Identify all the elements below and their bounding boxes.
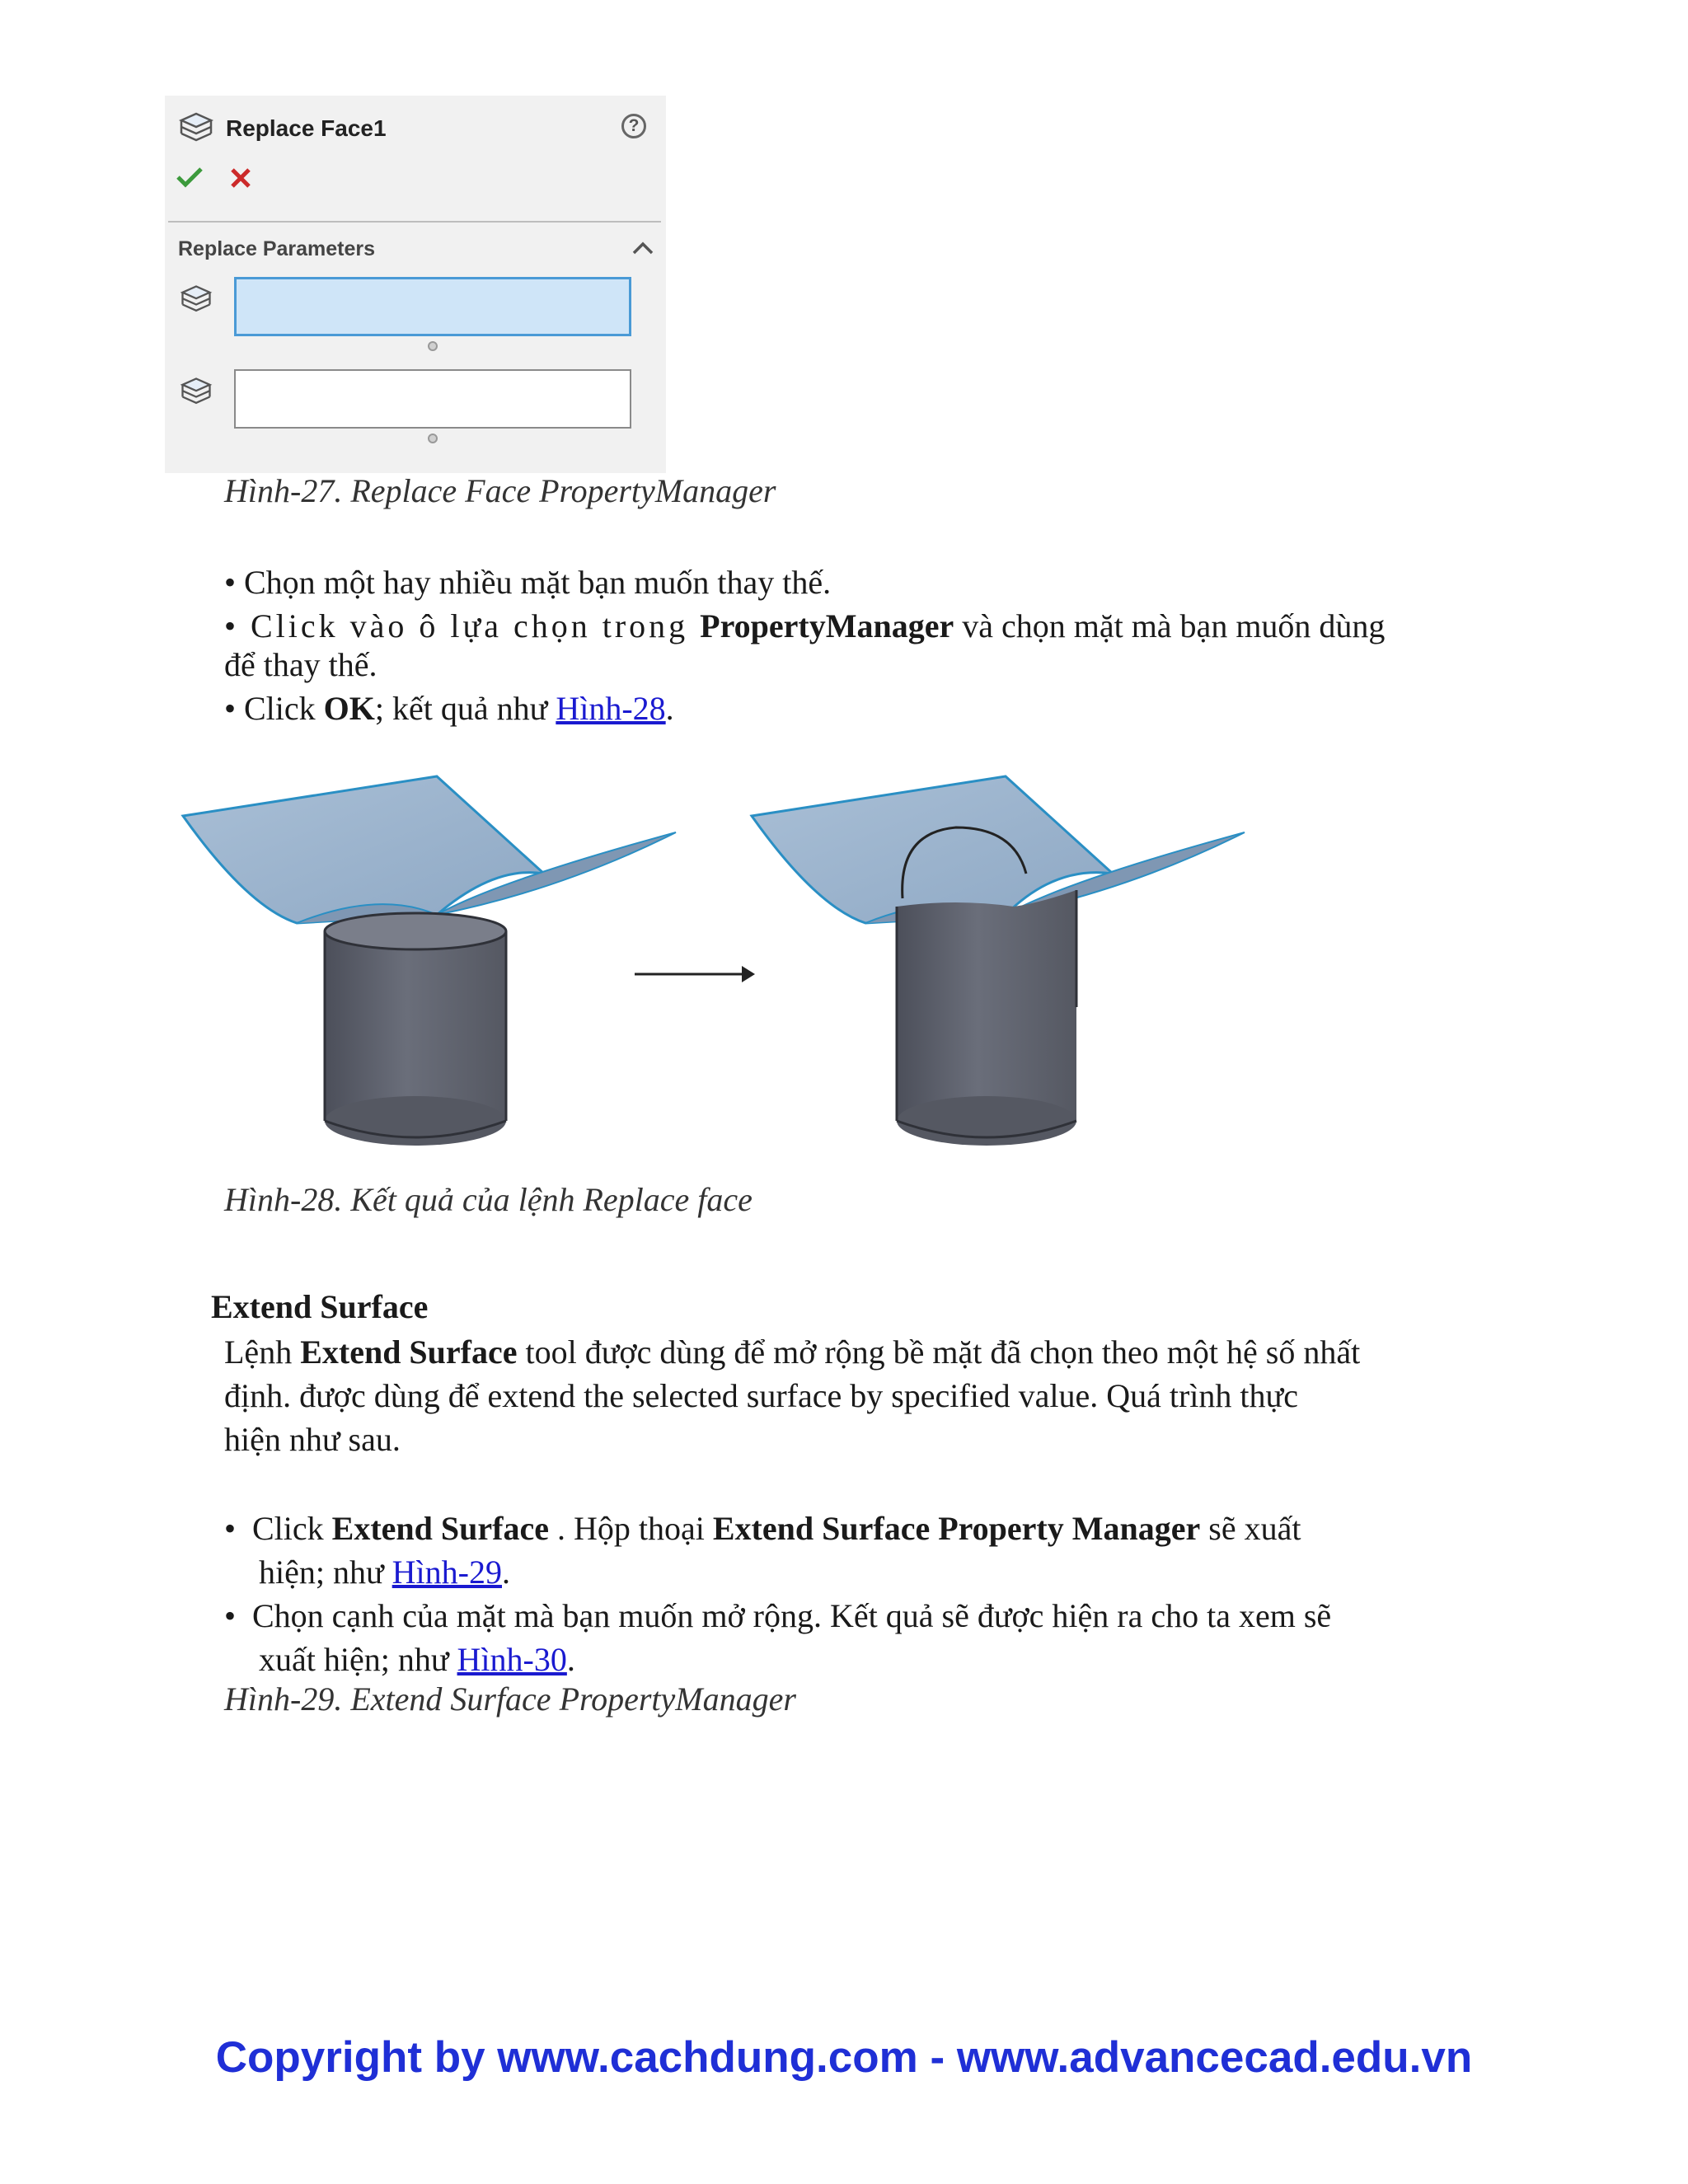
cancel-x-icon[interactable] [229, 166, 252, 194]
replacement-surface-selection-box[interactable] [234, 369, 631, 429]
extend-step-2-continued: xuất hiện; như Hình-30. [259, 1641, 575, 1678]
description-line-2: định. được dùng để extend the selected surface by specified value. Quá trình thực [224, 1377, 1298, 1414]
divider [168, 221, 661, 223]
surface-sheet-before [183, 776, 676, 923]
replace-parameters-section-label: Replace Parameters [178, 237, 376, 260]
replace-face-icon [176, 110, 216, 151]
step-2-continued: để thay thế. [224, 646, 377, 683]
property-manager-title: Replace Face1 [226, 115, 387, 141]
help-icon[interactable]: ? [621, 114, 646, 138]
extend-step-1: • Click Extend Surface . Hộp thoại Extend Surface Property Manager sẽ xuất [224, 1510, 1301, 1547]
arrow-icon [635, 966, 755, 982]
ok-check-icon[interactable] [175, 165, 204, 194]
replace-steps [224, 560, 1477, 730]
figure-29-caption: Hình-29. Extend Surface PropertyManager [224, 1680, 796, 1718]
link-hinh-28[interactable]: Hình-28 [556, 690, 666, 727]
cylinder-after [897, 890, 1076, 1146]
extend-steps [224, 1507, 1477, 1681]
extend-surface-heading: Extend Surface [211, 1288, 429, 1325]
figure-28-caption: Hình-28. Kết quả của lệnh Replace face [224, 1181, 753, 1218]
resize-grip[interactable] [428, 434, 438, 443]
surface-sheet-after [752, 776, 1245, 923]
description-line-1: Lệnh Extend Surface tool được dùng để mở rộng bề mặt đã chọn theo một hệ số nhất [224, 1333, 1361, 1371]
face-select-icon [178, 282, 214, 322]
extend-step-1-continued: hiện; như Hình-29. [259, 1554, 510, 1591]
figure-27-caption: Hình-27. Replace Face PropertyManager [224, 472, 776, 509]
replace-face-result-drawing [165, 742, 1269, 1170]
step-1: • Chọn một hay nhiều mặt bạn muốn thay thế. [224, 564, 832, 601]
link-hinh-29[interactable]: Hình-29 [392, 1554, 502, 1591]
link-hinh-30[interactable]: Hình-30 [457, 1641, 567, 1678]
figure-28-illustration [165, 742, 1269, 1170]
step-2: • Click vào ô lựa chọn trong PropertyManager và chọn mặt mà bạn muốn dùng [224, 607, 1386, 644]
copyright-footer: Copyright by www.cachdung.com - www.advancecad.edu.vn [215, 2033, 1473, 2082]
extend-step-2: • Chọn cạnh của mặt mà bạn muốn mở rộng. Kết quả sẽ được hiện ra cho ta xem sẽ [224, 1597, 1332, 1634]
cylinder-before [325, 913, 506, 1146]
replace-face-property-manager [165, 96, 666, 473]
description-line-3: hiện như sau. [224, 1421, 401, 1458]
resize-grip[interactable] [428, 341, 438, 351]
faces-to-replace-selection-box[interactable] [234, 277, 631, 336]
step-3: • Click OK; kết quả như Hình-28. [224, 690, 674, 727]
replacement-face-select-icon [178, 374, 214, 415]
collapse-chevron-icon[interactable] [631, 241, 654, 260]
extend-surface-description [224, 1330, 1477, 1461]
